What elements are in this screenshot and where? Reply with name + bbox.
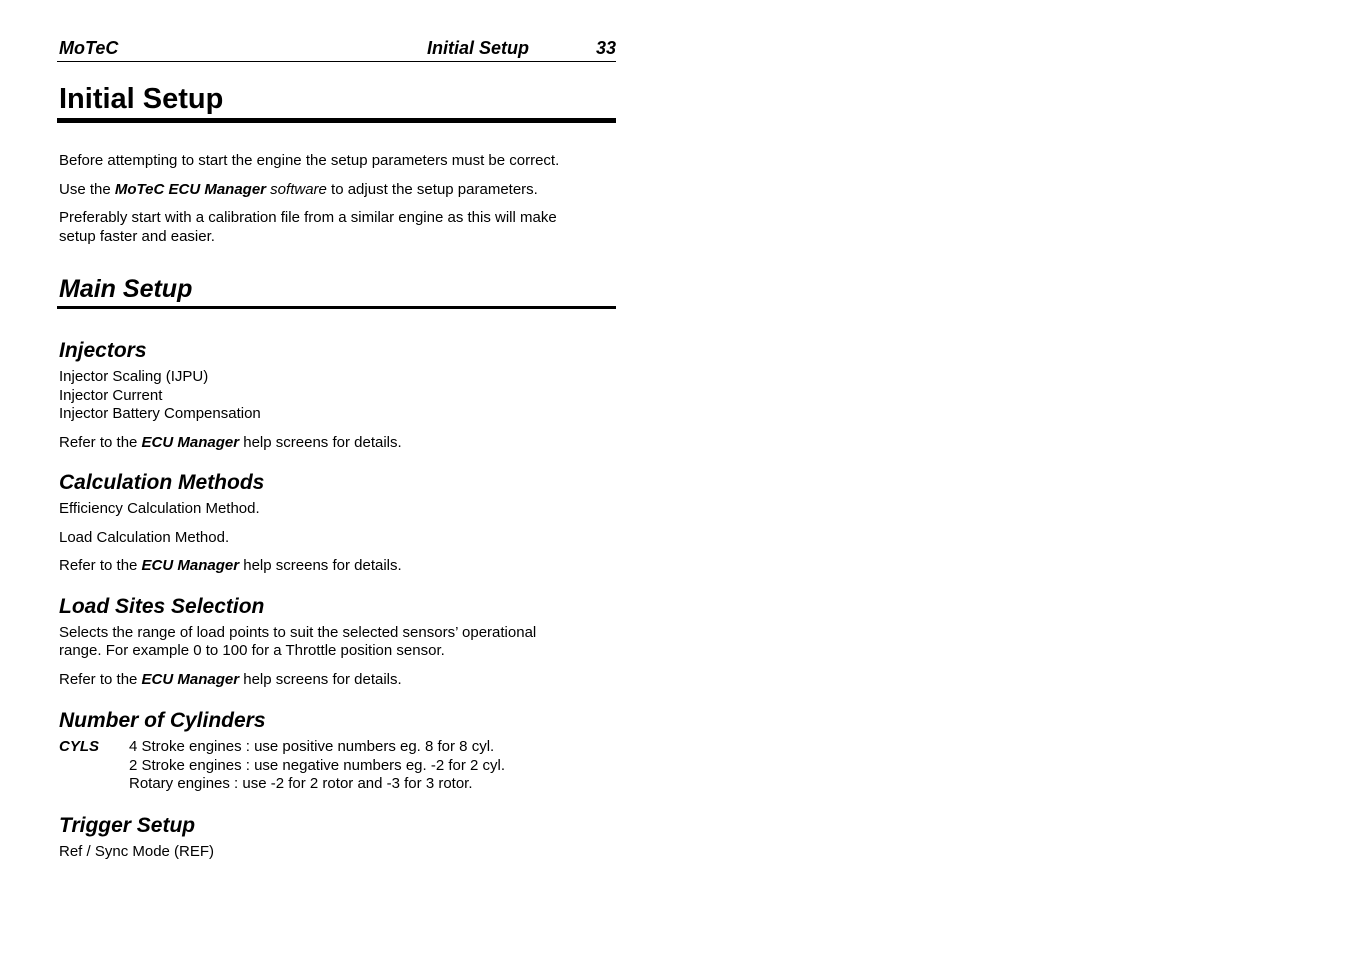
injectors-item-3: Injector Battery Compensation: [59, 405, 261, 422]
cyls-description: [129, 738, 616, 794]
refer-post: help screens for details.: [239, 557, 402, 574]
trigger-item-1: Ref / Sync Mode (REF): [59, 842, 215, 860]
injectors-item-2: Injector Current: [59, 386, 163, 404]
document-page: [57, 34, 616, 861]
page-title: Initial Setup: [57, 82, 616, 123]
intro-p3-line2: setup faster and easier.: [59, 227, 215, 245]
calc-refer: [57, 557, 616, 576]
intro-paragraph-2: [57, 181, 616, 200]
header-section-title: Initial Setup: [427, 38, 530, 58]
running-header: [57, 34, 616, 62]
cyls-line-3: Rotary engines : use -2 for 2 rotor and -3 for 3 rotor.: [129, 775, 473, 792]
refer-bold: ECU Manager: [141, 670, 240, 688]
load-sites-line1: Selects the range of load points to suit the selected sensors’ operational: [59, 623, 537, 641]
injectors-refer: [57, 434, 616, 453]
cylinders-heading: Number of Cylinders: [59, 709, 266, 732]
refer-pre: Refer to the: [59, 670, 142, 688]
intro-p2-post: to adjust the setup parameters.: [326, 180, 538, 198]
refer-bold: ECU Manager: [141, 433, 240, 451]
intro-p2-pre: Use the: [59, 180, 115, 198]
injectors-heading: Injectors: [59, 339, 147, 362]
cyls-key: CYLS: [59, 738, 100, 755]
intro-paragraph-1: Before attempting to start the engine the setup parameters must be correct.: [59, 152, 560, 169]
load-sites-heading: Load Sites Selection: [59, 594, 265, 618]
header-page-number: 33: [595, 38, 616, 58]
calculation-methods-heading: Calculation Methods: [59, 471, 265, 494]
calc-item-2: Load Calculation Method.: [59, 528, 230, 546]
intro-paragraph-3: [57, 209, 616, 246]
cyls-parameter: [57, 738, 616, 794]
trigger-setup-heading: Trigger Setup: [59, 813, 196, 837]
cyls-line-2: 2 Stroke engines : use negative numbers eg. -2 for 2 cyl.: [129, 756, 506, 774]
load-sites-paragraph: [57, 624, 616, 661]
refer-post: help screens for details.: [239, 670, 402, 688]
intro-p2-italic: software: [266, 180, 327, 198]
load-sites-refer: [57, 671, 616, 690]
refer-pre: Refer to the: [59, 433, 142, 451]
injectors-item-1: Injector Scaling (IJPU): [59, 368, 209, 385]
refer-pre: Refer to the: [59, 557, 142, 574]
refer-bold: ECU Manager: [141, 557, 240, 574]
header-brand: MoTeC: [59, 38, 119, 58]
cyls-line-1: 4 Stroke engines : use positive numbers eg. 8 for 8 cyl.: [129, 738, 495, 755]
injectors-list: [57, 368, 616, 424]
refer-post: help screens for details.: [239, 433, 402, 451]
intro-p2-bold: MoTeC ECU Manager: [114, 180, 267, 198]
calc-item-1: Efficiency Calculation Method.: [59, 500, 260, 517]
load-sites-line2: range. For example 0 to 100 for a Throttle position sensor.: [59, 642, 445, 659]
intro-p3-line1: Preferably start with a calibration file from a similar engine as this will make: [59, 209, 557, 226]
main-setup-heading: Main Setup: [57, 274, 616, 309]
